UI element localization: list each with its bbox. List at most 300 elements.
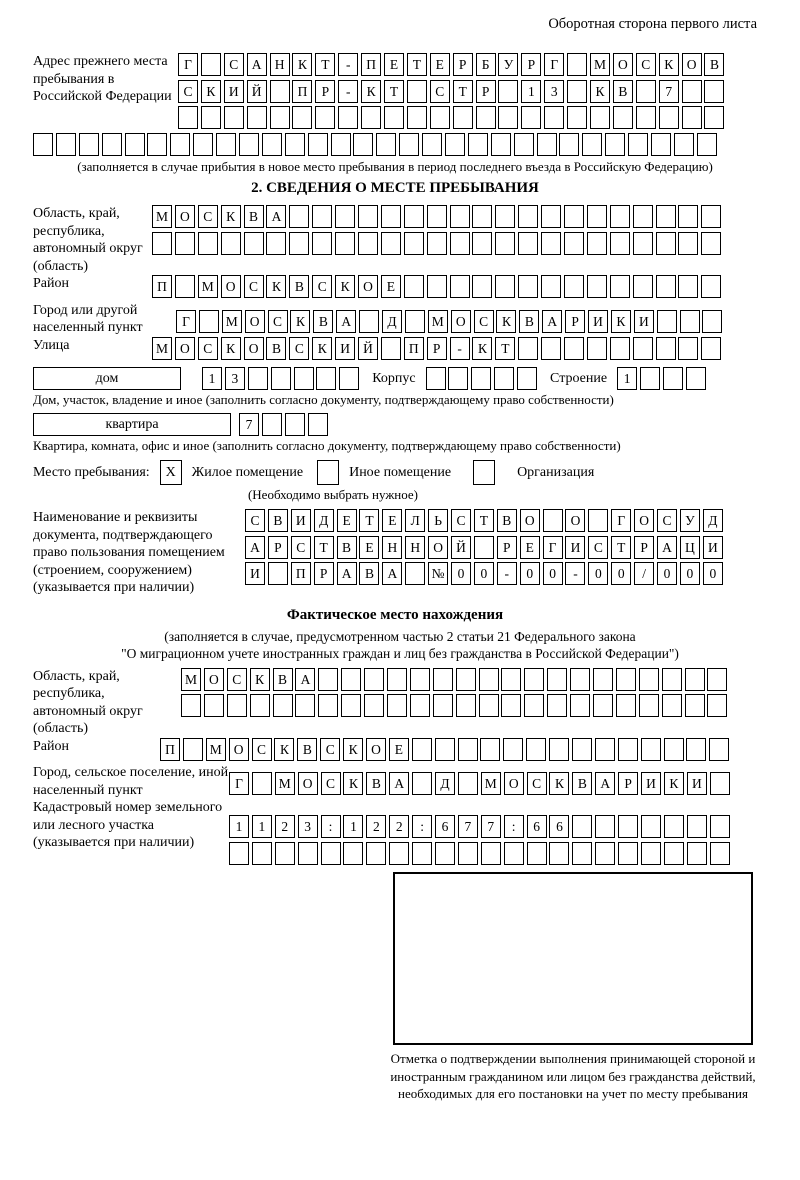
char-cell[interactable]: У <box>498 53 518 76</box>
char-cell[interactable] <box>399 133 419 156</box>
char-cell[interactable] <box>456 694 476 717</box>
char-cell[interactable]: К <box>221 337 241 360</box>
char-cell[interactable] <box>152 232 172 255</box>
char-cell[interactable] <box>404 205 424 228</box>
char-cell[interactable] <box>224 106 244 129</box>
char-cell[interactable] <box>295 694 315 717</box>
char-cell[interactable] <box>410 668 430 691</box>
char-cell[interactable]: О <box>229 738 249 761</box>
char-cell[interactable] <box>181 694 201 717</box>
char-cell[interactable] <box>495 205 515 228</box>
char-cell[interactable] <box>501 694 521 717</box>
char-cell[interactable]: П <box>291 562 311 585</box>
char-cell[interactable] <box>376 133 396 156</box>
char-cell[interactable]: Н <box>405 536 425 559</box>
char-cell[interactable]: М <box>181 668 201 691</box>
char-cell[interactable] <box>567 106 587 129</box>
char-cell[interactable]: С <box>198 337 218 360</box>
char-cell[interactable] <box>541 275 561 298</box>
char-cell[interactable] <box>450 275 470 298</box>
char-cell[interactable] <box>79 133 99 156</box>
char-cell[interactable]: С <box>657 509 677 532</box>
char-cell[interactable]: 1 <box>521 80 541 103</box>
char-cell[interactable]: И <box>335 337 355 360</box>
char-cell[interactable]: К <box>549 772 569 795</box>
char-cell[interactable] <box>518 232 538 255</box>
char-cell[interactable] <box>479 668 499 691</box>
char-cell[interactable]: О <box>175 205 195 228</box>
char-cell[interactable]: П <box>292 80 312 103</box>
char-cell[interactable] <box>656 205 676 228</box>
char-cell[interactable]: И <box>641 772 661 795</box>
char-cell[interactable]: М <box>206 738 226 761</box>
char-cell[interactable]: Д <box>435 772 455 795</box>
char-cell[interactable] <box>472 232 492 255</box>
char-cell[interactable]: К <box>343 738 363 761</box>
char-cell[interactable] <box>641 842 661 865</box>
checkbox-organizatsiya[interactable] <box>473 460 495 485</box>
char-cell[interactable] <box>247 106 267 129</box>
char-cell[interactable]: 0 <box>520 562 540 585</box>
char-cell[interactable]: Д <box>703 509 723 532</box>
char-cell[interactable] <box>595 815 615 838</box>
char-cell[interactable]: Г <box>229 772 249 795</box>
char-cell[interactable] <box>387 668 407 691</box>
char-cell[interactable]: Т <box>384 80 404 103</box>
char-cell[interactable] <box>593 694 613 717</box>
char-cell[interactable] <box>433 694 453 717</box>
char-cell[interactable]: С <box>588 536 608 559</box>
char-cell[interactable]: О <box>520 509 540 532</box>
char-cell[interactable] <box>335 232 355 255</box>
char-cell[interactable]: О <box>613 53 633 76</box>
char-cell[interactable] <box>593 668 613 691</box>
char-cell[interactable] <box>567 80 587 103</box>
char-cell[interactable] <box>697 133 717 156</box>
char-cell[interactable]: В <box>366 772 386 795</box>
char-cell[interactable]: Е <box>430 53 450 76</box>
char-cell[interactable] <box>587 275 607 298</box>
char-cell[interactable]: Т <box>314 536 334 559</box>
char-cell[interactable]: О <box>504 772 524 795</box>
char-cell[interactable] <box>680 310 700 333</box>
char-cell[interactable]: О <box>565 509 585 532</box>
char-cell[interactable]: В <box>266 337 286 360</box>
char-cell[interactable] <box>450 232 470 255</box>
checkbox-inoe[interactable] <box>317 460 339 485</box>
char-cell[interactable]: 0 <box>657 562 677 585</box>
char-cell[interactable] <box>198 232 218 255</box>
char-cell[interactable] <box>273 694 293 717</box>
char-cell[interactable]: О <box>221 275 241 298</box>
char-cell[interactable] <box>248 367 268 390</box>
char-cell[interactable] <box>404 232 424 255</box>
char-cell[interactable] <box>662 668 682 691</box>
char-cell[interactable] <box>292 106 312 129</box>
char-cell[interactable]: Д <box>382 310 402 333</box>
char-cell[interactable]: - <box>450 337 470 360</box>
char-cell[interactable]: Р <box>427 337 447 360</box>
char-cell[interactable]: Т <box>611 536 631 559</box>
char-cell[interactable] <box>331 133 351 156</box>
char-cell[interactable] <box>458 772 478 795</box>
char-cell[interactable]: А <box>542 310 562 333</box>
char-cell[interactable] <box>640 367 660 390</box>
char-cell[interactable] <box>527 842 547 865</box>
char-cell[interactable] <box>710 842 730 865</box>
char-cell[interactable]: С <box>312 275 332 298</box>
char-cell[interactable] <box>244 232 264 255</box>
char-cell[interactable] <box>588 509 608 532</box>
dom-box[interactable]: дом <box>33 367 181 390</box>
char-cell[interactable] <box>229 842 249 865</box>
char-cell[interactable]: В <box>297 738 317 761</box>
char-cell[interactable] <box>381 337 401 360</box>
char-cell[interactable] <box>102 133 122 156</box>
char-cell[interactable]: В <box>519 310 539 333</box>
char-cell[interactable] <box>433 668 453 691</box>
char-cell[interactable]: С <box>268 310 288 333</box>
char-cell[interactable]: В <box>497 509 517 532</box>
char-cell[interactable]: Р <box>268 536 288 559</box>
char-cell[interactable]: Е <box>389 738 409 761</box>
char-cell[interactable] <box>686 738 706 761</box>
char-cell[interactable]: А <box>337 562 357 585</box>
char-cell[interactable] <box>445 133 465 156</box>
char-cell[interactable]: С <box>289 337 309 360</box>
char-cell[interactable]: Г <box>176 310 196 333</box>
char-cell[interactable]: К <box>290 310 310 333</box>
char-cell[interactable] <box>678 205 698 228</box>
char-cell[interactable] <box>353 133 373 156</box>
char-cell[interactable]: О <box>245 310 265 333</box>
char-cell[interactable] <box>366 842 386 865</box>
char-cell[interactable]: 1 <box>202 367 222 390</box>
char-cell[interactable]: О <box>175 337 195 360</box>
char-cell[interactable]: О <box>634 509 654 532</box>
char-cell[interactable] <box>701 205 721 228</box>
char-cell[interactable] <box>541 205 561 228</box>
char-cell[interactable] <box>364 668 384 691</box>
char-cell[interactable] <box>664 842 684 865</box>
char-cell[interactable] <box>33 133 53 156</box>
char-cell[interactable] <box>564 275 584 298</box>
char-cell[interactable]: 1 <box>617 367 637 390</box>
char-cell[interactable] <box>702 310 722 333</box>
char-cell[interactable] <box>266 232 286 255</box>
char-cell[interactable] <box>227 694 247 717</box>
char-cell[interactable] <box>178 106 198 129</box>
char-cell[interactable] <box>471 367 491 390</box>
char-cell[interactable]: Н <box>382 536 402 559</box>
char-cell[interactable] <box>709 738 729 761</box>
char-cell[interactable] <box>639 668 659 691</box>
char-cell[interactable] <box>613 106 633 129</box>
char-cell[interactable] <box>472 205 492 228</box>
char-cell[interactable]: Т <box>359 509 379 532</box>
char-cell[interactable]: И <box>703 536 723 559</box>
char-cell[interactable] <box>685 694 705 717</box>
char-cell[interactable]: С <box>451 509 471 532</box>
char-cell[interactable]: С <box>227 668 247 691</box>
char-cell[interactable] <box>543 509 563 532</box>
char-cell[interactable]: В <box>704 53 724 76</box>
char-cell[interactable] <box>514 133 534 156</box>
char-cell[interactable]: Р <box>497 536 517 559</box>
char-cell[interactable] <box>472 275 492 298</box>
char-cell[interactable] <box>678 337 698 360</box>
char-cell[interactable]: О <box>244 337 264 360</box>
char-cell[interactable]: Е <box>382 509 402 532</box>
char-cell[interactable]: Г <box>544 53 564 76</box>
char-cell[interactable] <box>270 80 290 103</box>
char-cell[interactable]: Е <box>381 275 401 298</box>
char-cell[interactable] <box>359 310 379 333</box>
char-cell[interactable]: С <box>430 80 450 103</box>
char-cell[interactable]: М <box>222 310 242 333</box>
char-cell[interactable] <box>175 232 195 255</box>
char-cell[interactable] <box>610 232 630 255</box>
char-cell[interactable] <box>289 205 309 228</box>
char-cell[interactable] <box>450 205 470 228</box>
char-cell[interactable] <box>664 738 684 761</box>
char-cell[interactable] <box>405 562 425 585</box>
char-cell[interactable] <box>262 133 282 156</box>
char-cell[interactable]: 0 <box>451 562 471 585</box>
char-cell[interactable]: О <box>366 738 386 761</box>
char-cell[interactable] <box>678 232 698 255</box>
char-cell[interactable]: 7 <box>239 413 259 436</box>
char-cell[interactable] <box>479 694 499 717</box>
char-cell[interactable]: 2 <box>275 815 295 838</box>
char-cell[interactable]: С <box>291 536 311 559</box>
char-cell[interactable]: Р <box>521 53 541 76</box>
char-cell[interactable]: К <box>292 53 312 76</box>
char-cell[interactable]: И <box>687 772 707 795</box>
char-cell[interactable] <box>201 53 221 76</box>
char-cell[interactable]: К <box>312 337 332 360</box>
char-cell[interactable] <box>275 842 295 865</box>
char-cell[interactable]: С <box>321 772 341 795</box>
char-cell[interactable] <box>316 367 336 390</box>
char-cell[interactable] <box>639 694 659 717</box>
char-cell[interactable] <box>341 694 361 717</box>
char-cell[interactable] <box>686 367 706 390</box>
char-cell[interactable] <box>656 337 676 360</box>
char-cell[interactable] <box>427 205 447 228</box>
char-cell[interactable] <box>618 842 638 865</box>
char-cell[interactable] <box>501 668 521 691</box>
char-cell[interactable] <box>480 738 500 761</box>
char-cell[interactable] <box>616 694 636 717</box>
char-cell[interactable]: Л <box>405 509 425 532</box>
char-cell[interactable]: С <box>245 509 265 532</box>
char-cell[interactable] <box>495 232 515 255</box>
char-cell[interactable] <box>453 106 473 129</box>
char-cell[interactable] <box>285 133 305 156</box>
char-cell[interactable]: А <box>657 536 677 559</box>
char-cell[interactable] <box>633 205 653 228</box>
char-cell[interactable] <box>618 738 638 761</box>
char-cell[interactable] <box>656 275 676 298</box>
char-cell[interactable] <box>412 772 432 795</box>
char-cell[interactable]: Е <box>520 536 540 559</box>
char-cell[interactable] <box>633 232 653 255</box>
char-cell[interactable] <box>427 275 447 298</box>
char-cell[interactable]: К <box>335 275 355 298</box>
char-cell[interactable]: К <box>659 53 679 76</box>
char-cell[interactable]: И <box>565 536 585 559</box>
char-cell[interactable] <box>435 738 455 761</box>
char-cell[interactable] <box>476 106 496 129</box>
char-cell[interactable]: О <box>298 772 318 795</box>
char-cell[interactable] <box>270 106 290 129</box>
char-cell[interactable] <box>262 413 282 436</box>
char-cell[interactable] <box>410 694 430 717</box>
char-cell[interactable]: 6 <box>527 815 547 838</box>
char-cell[interactable]: Г <box>178 53 198 76</box>
char-cell[interactable] <box>547 668 567 691</box>
char-cell[interactable]: Ц <box>680 536 700 559</box>
char-cell[interactable] <box>458 738 478 761</box>
char-cell[interactable] <box>498 80 518 103</box>
char-cell[interactable]: О <box>451 310 471 333</box>
char-cell[interactable] <box>616 668 636 691</box>
char-cell[interactable]: Е <box>384 53 404 76</box>
char-cell[interactable]: Т <box>315 53 335 76</box>
char-cell[interactable]: Р <box>565 310 585 333</box>
char-cell[interactable]: 1 <box>343 815 363 838</box>
char-cell[interactable] <box>407 106 427 129</box>
char-cell[interactable] <box>387 694 407 717</box>
char-cell[interactable] <box>537 133 557 156</box>
char-cell[interactable]: С <box>636 53 656 76</box>
char-cell[interactable] <box>343 842 363 865</box>
char-cell[interactable] <box>216 133 236 156</box>
char-cell[interactable]: А <box>247 53 267 76</box>
char-cell[interactable] <box>590 106 610 129</box>
char-cell[interactable] <box>456 668 476 691</box>
char-cell[interactable]: С <box>178 80 198 103</box>
char-cell[interactable] <box>412 738 432 761</box>
char-cell[interactable] <box>610 337 630 360</box>
char-cell[interactable] <box>221 232 241 255</box>
char-cell[interactable]: С <box>224 53 244 76</box>
char-cell[interactable] <box>628 133 648 156</box>
char-cell[interactable]: Р <box>476 80 496 103</box>
char-cell[interactable] <box>361 106 381 129</box>
char-cell[interactable] <box>541 232 561 255</box>
char-cell[interactable] <box>268 562 288 585</box>
char-cell[interactable]: 1 <box>252 815 272 838</box>
char-cell[interactable]: Т <box>407 53 427 76</box>
char-cell[interactable]: Е <box>337 509 357 532</box>
char-cell[interactable] <box>407 80 427 103</box>
char-cell[interactable]: Б <box>476 53 496 76</box>
char-cell[interactable]: 0 <box>680 562 700 585</box>
char-cell[interactable]: 0 <box>588 562 608 585</box>
char-cell[interactable] <box>404 275 424 298</box>
char-cell[interactable] <box>547 694 567 717</box>
char-cell[interactable] <box>321 842 341 865</box>
char-cell[interactable] <box>285 413 305 436</box>
char-cell[interactable] <box>544 106 564 129</box>
char-cell[interactable] <box>312 232 332 255</box>
char-cell[interactable] <box>707 668 727 691</box>
char-cell[interactable]: И <box>291 509 311 532</box>
char-cell[interactable] <box>710 815 730 838</box>
char-cell[interactable] <box>339 367 359 390</box>
char-cell[interactable]: С <box>474 310 494 333</box>
char-cell[interactable]: 0 <box>543 562 563 585</box>
char-cell[interactable]: И <box>634 310 654 333</box>
char-cell[interactable] <box>633 275 653 298</box>
char-cell[interactable]: 0 <box>611 562 631 585</box>
char-cell[interactable] <box>682 106 702 129</box>
char-cell[interactable]: М <box>481 772 501 795</box>
char-cell[interactable]: О <box>682 53 702 76</box>
char-cell[interactable] <box>448 367 468 390</box>
char-cell[interactable]: А <box>382 562 402 585</box>
char-cell[interactable]: И <box>224 80 244 103</box>
char-cell[interactable] <box>56 133 76 156</box>
char-cell[interactable] <box>678 275 698 298</box>
char-cell[interactable]: В <box>613 80 633 103</box>
char-cell[interactable] <box>636 80 656 103</box>
char-cell[interactable]: С <box>320 738 340 761</box>
char-cell[interactable]: А <box>245 536 265 559</box>
char-cell[interactable] <box>422 133 442 156</box>
char-cell[interactable]: М <box>152 205 172 228</box>
char-cell[interactable] <box>656 232 676 255</box>
char-cell[interactable] <box>381 232 401 255</box>
char-cell[interactable] <box>147 133 167 156</box>
char-cell[interactable] <box>610 275 630 298</box>
char-cell[interactable]: Й <box>451 536 471 559</box>
char-cell[interactable]: К <box>496 310 516 333</box>
char-cell[interactable] <box>587 205 607 228</box>
char-cell[interactable]: С <box>198 205 218 228</box>
char-cell[interactable]: К <box>266 275 286 298</box>
char-cell[interactable]: Т <box>495 337 515 360</box>
char-cell[interactable] <box>193 133 213 156</box>
char-cell[interactable]: 7 <box>458 815 478 838</box>
char-cell[interactable] <box>518 205 538 228</box>
char-cell[interactable] <box>674 133 694 156</box>
char-cell[interactable]: : <box>412 815 432 838</box>
char-cell[interactable] <box>474 536 494 559</box>
char-cell[interactable] <box>412 842 432 865</box>
char-cell[interactable]: 2 <box>389 815 409 838</box>
char-cell[interactable]: 1 <box>229 815 249 838</box>
checkbox-zhiloe[interactable]: X <box>160 460 182 485</box>
char-cell[interactable]: Р <box>634 536 654 559</box>
char-cell[interactable]: В <box>273 668 293 691</box>
char-cell[interactable] <box>175 275 195 298</box>
char-cell[interactable] <box>183 738 203 761</box>
char-cell[interactable] <box>426 367 446 390</box>
char-cell[interactable] <box>405 310 425 333</box>
char-cell[interactable] <box>201 106 221 129</box>
char-cell[interactable]: : <box>504 815 524 838</box>
char-cell[interactable] <box>541 337 561 360</box>
char-cell[interactable]: М <box>590 53 610 76</box>
char-cell[interactable]: К <box>590 80 610 103</box>
char-cell[interactable] <box>701 232 721 255</box>
char-cell[interactable] <box>572 738 592 761</box>
char-cell[interactable] <box>503 738 523 761</box>
char-cell[interactable] <box>564 205 584 228</box>
